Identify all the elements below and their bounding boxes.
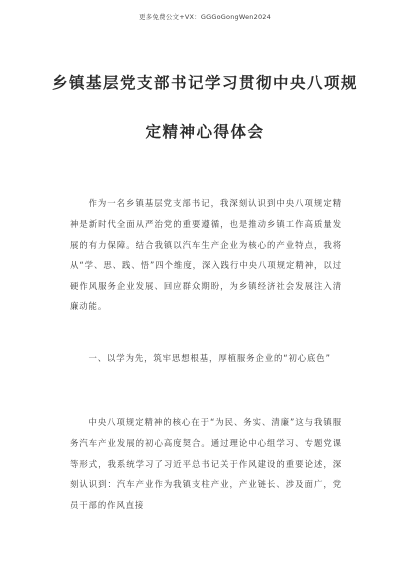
paragraph-intro: 作为一名乡镇基层党支部书记，我深刻认识到中央八项规定精神是新时代全面从严治党的重要遵循，也是推动乡镇工作高质量发展的有力保障。结合我镇以汽车生产企业为核心的产业特点，我将从“学、思、践、悟”四个维度，深入践行中央八项规定精神，以过硬作风服务企业发展、回应群众期盼，为乡镇经济社会发展注入清廉动能。: [70, 198, 342, 312]
document-title-line-2: 定精神心得体会: [145, 123, 265, 141]
section-heading-1: 一、以学为先，筑牢思想根基，厚植服务企业的“初心底色”: [88, 353, 331, 364]
document-title-line-1: 乡镇基层党支部书记学习贯彻中央八项规: [51, 74, 358, 92]
header-note: 更多免费公文+VX：GGGoGongWen2024: [139, 13, 271, 21]
paragraph-section-1: 中央八项规定精神的核心在于“为民、务实、清廉”这与我镇服务汽车产业发展的初心高度契合。通过理论中心组学习、专题党课等形式，我系统学习了习近平总书记关于作风建设的重要论述，深刻认识到：汽车产业作为我镇支柱产业，产业链长、涉及面广，党员干部的作风直接: [70, 417, 342, 510]
